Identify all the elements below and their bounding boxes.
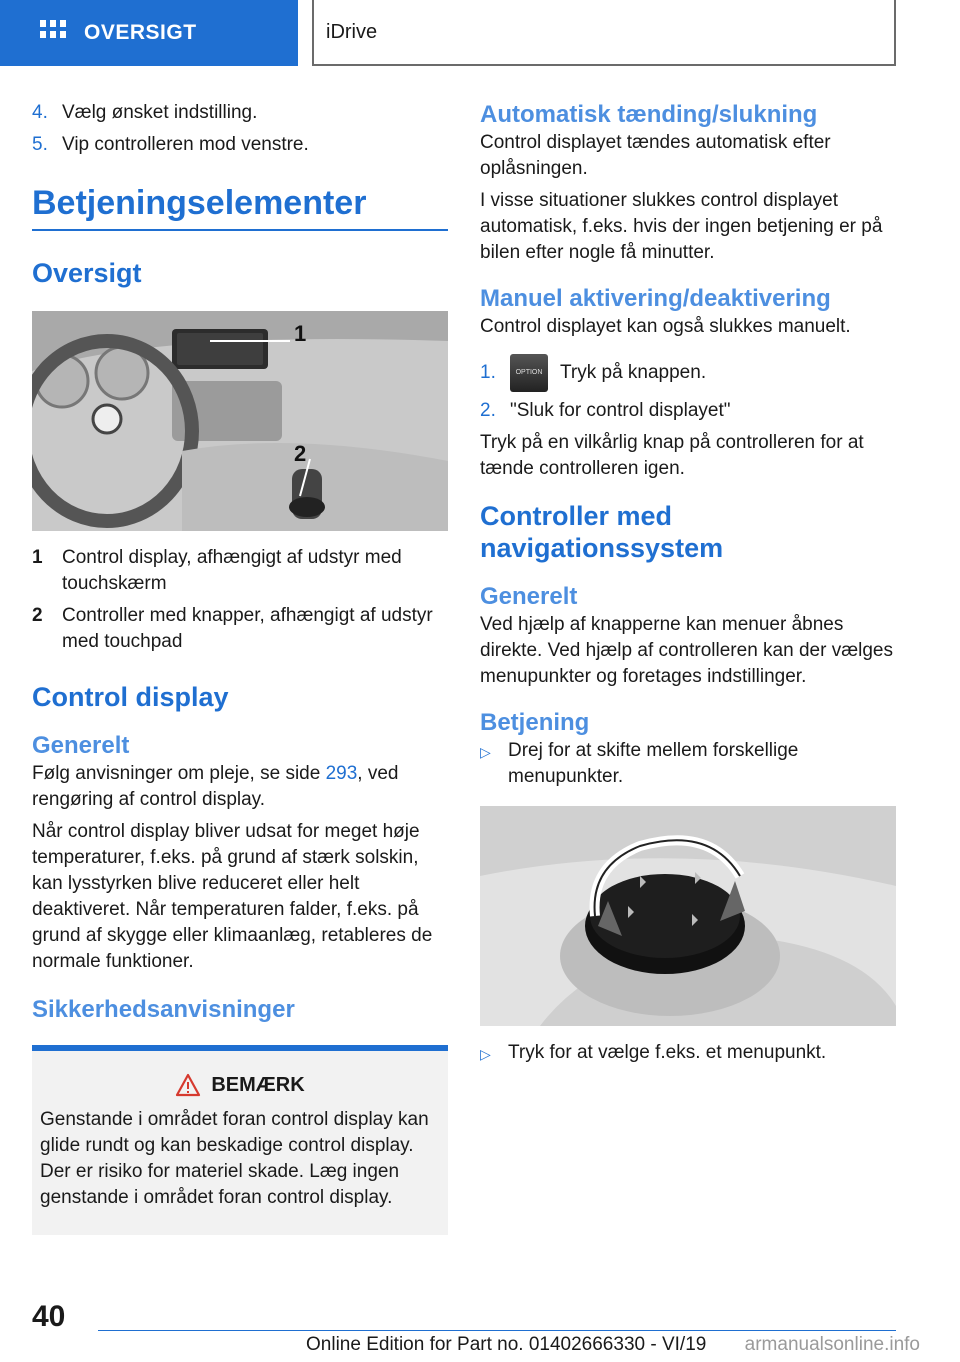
notice-text: Genstande i området foran control display kan glide rundt og kan beskadige control display. Der er risiko for materiel skade. Læg ingen genstande i området foran control display.: [40, 1109, 429, 1208]
watermark: armanualsonline.info: [744, 1334, 920, 1355]
list-item: [32, 132, 448, 158]
operation-list-2: [480, 1040, 896, 1067]
step-number: 4.: [32, 102, 48, 123]
auto-paragraph-1: Control displayet tændes automatisk efter oplåsningen.: [480, 132, 831, 179]
list-item: [32, 603, 448, 655]
list-item: [480, 354, 896, 392]
subheading-auto: Automatisk tænding/slukning: [480, 101, 818, 128]
general-paragraph-1: [32, 761, 448, 813]
nav-tab-label: OVERSIGT: [84, 21, 197, 44]
subheading-manual: Manuel aktivering/deaktivering: [480, 285, 831, 312]
dashboard-illustration: [32, 311, 448, 531]
grid-icon: [40, 20, 66, 46]
list-item: [480, 1040, 896, 1067]
legend-text: Controller med knapper, afhængigt af udstyr med touchpad: [62, 605, 433, 652]
legend-number: 2: [32, 605, 43, 626]
general-p1-text-a: Følg anvisninger om pleje, se side: [32, 763, 326, 784]
dashboard-drawing: [32, 311, 448, 531]
manual-paragraph-2: Tryk på en vilkårlig knap på controlleren for at tænde controlleren igen.: [480, 432, 864, 479]
subheading-operation: Betjening: [480, 709, 590, 736]
overview-nav-tab[interactable]: [0, 0, 298, 66]
warning-triangle-icon: [175, 1073, 201, 1097]
subheading-safety: Sikkerhedsanvisninger: [32, 996, 295, 1023]
callout-1: 1: [294, 321, 307, 346]
section-heading-control-display: Control display: [32, 682, 229, 712]
bullet-triangle-icon: ▷: [480, 744, 491, 760]
right-column: [480, 100, 896, 1073]
step-text: "Sluk for control displayet": [510, 400, 731, 421]
option-button-icon: OPTION: [510, 354, 548, 392]
list-item: [480, 398, 896, 424]
general-paragraph-2: Når control display bliver udsat for meget høje temperaturer, f.eks. på grund af stærk solskin, kan lysstyrken blive reduceret eller helt deaktiveret. Når temperaturen falder, f.eks. på grund af skygge eller klimaanlæg, retableres de normale funktioner.: [32, 821, 433, 972]
bullet-text: Drej for at skifte mellem forskellige menupunkter.: [508, 740, 799, 787]
list-item: [32, 100, 448, 126]
notice-box: [32, 1045, 448, 1235]
step-text: Vælg ønsket indstilling.: [62, 102, 258, 123]
list-item: [32, 545, 448, 597]
page-number: 40: [32, 1300, 66, 1333]
bullet-text: Tryk for at vælge f.eks. et menupunkt.: [508, 1042, 827, 1063]
chapter-heading: Betjeningselementer: [32, 184, 448, 231]
edition-note: Online Edition for Part no. 01402666330 - VI/19: [306, 1334, 707, 1355]
operation-list-1: [480, 738, 896, 790]
controller-illustration: [480, 806, 896, 1026]
step-number: 1.: [480, 362, 496, 383]
step-number: 2.: [480, 400, 496, 421]
page-header: [0, 0, 960, 66]
step-number: 5.: [32, 134, 48, 155]
manual-paragraph-1: Control displayet kan også slukkes manuelt.: [480, 316, 851, 337]
legend-text: Control display, afhængigt af udstyr med touchskærm: [62, 547, 402, 594]
page-link-293[interactable]: 293: [325, 763, 358, 784]
controller-drawing: [480, 806, 896, 1026]
step-text: Tryk på knappen.: [560, 362, 707, 383]
list-item: [480, 738, 896, 790]
subheading-general: Generelt: [32, 732, 130, 759]
section-heading-overview: Oversigt: [32, 258, 142, 288]
footer-divider: [98, 1330, 896, 1331]
chapter-title: iDrive: [312, 0, 896, 66]
step-text: Vip controlleren mod venstre.: [62, 134, 309, 155]
legend-number: 1: [32, 547, 43, 568]
step-list: [32, 100, 448, 158]
subheading-ctrl-general: Generelt: [480, 583, 578, 610]
ctrl-general-paragraph: Ved hjælp af knapperne kan menuer åbnes direkte. Ved hjælp af controlleren kan der vælges menupunkter og foretages indstillinger.: [480, 614, 893, 687]
auto-paragraph-2: I visse situationer slukkes control displayet automatisk, f.eks. hvis der ingen betjening er på bilen efter nogle få minutter.: [480, 190, 883, 263]
bullet-triangle-icon: ▷: [480, 1046, 491, 1062]
notice-title: BEMÆRK: [211, 1073, 305, 1096]
notice-header: [40, 1073, 440, 1097]
manual-step-list: [480, 354, 896, 424]
general-p1-text-b: , ved rengøring af control display.: [32, 763, 399, 810]
left-column: [32, 100, 448, 1235]
figure-legend: [32, 545, 448, 655]
callout-2: 2: [294, 441, 307, 466]
section-heading-controller: Controller med navigationssystem: [480, 501, 724, 563]
